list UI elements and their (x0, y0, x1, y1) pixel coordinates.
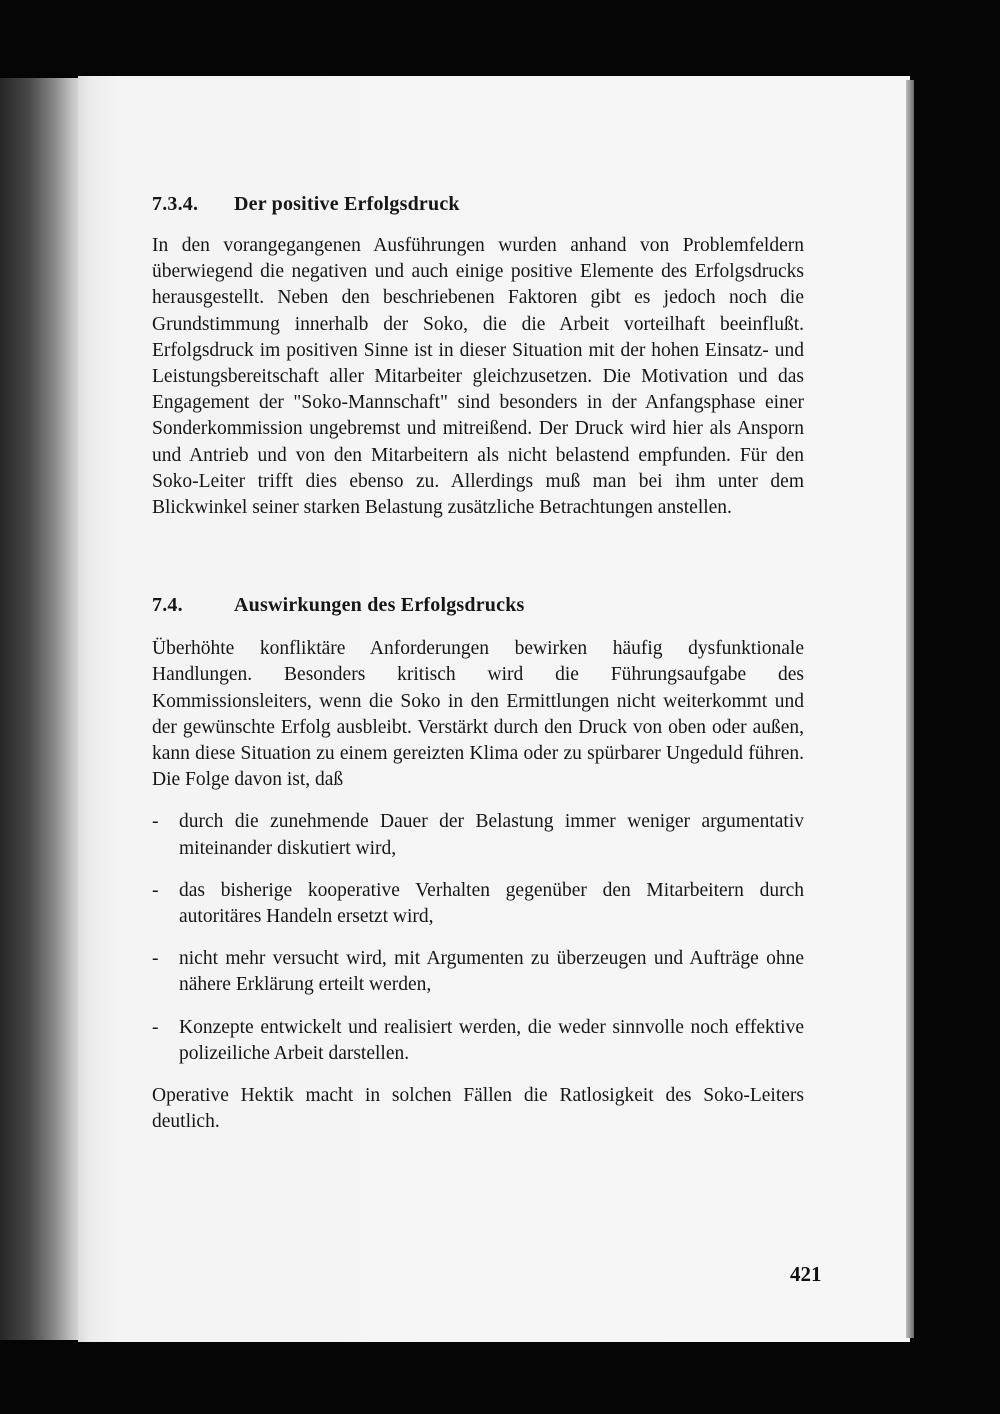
section-title: Der positive Erfolgsdruck (234, 193, 460, 215)
list-item-text: durch die zunehmende Dauer der Belastung immer weniger argumentativ miteinander diskutiert wird, (179, 811, 804, 859)
section-heading-7-3-4 (152, 190, 804, 218)
list-item-text: nicht mehr versucht wird, mit Argumenten zu überzeugen und Aufträge ohne nähere Erklärung erteilt werden, (179, 948, 804, 996)
closing-paragraph: Operative Hektik macht in solchen Fällen die Ratlosigkeit des Soko-Leiters deutlich. (152, 1085, 804, 1133)
body-paragraph: In den vorangegangenen Ausführungen wurden anhand von Problemfeldern überwiegend die negativen und auch einige positive Elemente des Erfolgsdrucks herausgestellt. Neben den beschriebenen Faktoren gibt es jedoch noch die Grundstimmung innerhalb der Soko, die die Arbeit vorteilhaft beeinflußt. Erfolgsdruck im positiven Sinne ist in dieser Situation mit der hohen Einsatz- und Leistungsbereitschaft aller Mitarbeiter gleichzusetzen. Die Motivation und das Engagement der "Soko-Mannschaft" sind besonders in der Anfangsphase einer Sonderkommission ungebremst und mitreißend. Der Druck wird hier als Ansporn und Antrieb und von den Mitarbeitern als nicht belastend empfunden. Für den Soko-Leiter trifft dies ebenso zu. Allerdings muß man bei ihm unter dem Blickwinkel seiner starken Belastung zusätzliche Betrachtungen anstellen. (152, 235, 804, 519)
list-item-text: das bisherige kooperative Verhalten gegenüber den Mitarbeitern durch autoritäres Handeln ersetzt wird, (179, 879, 804, 928)
section-number: 7.4. (152, 594, 183, 617)
left-page-edge (0, 78, 80, 1340)
list-item (152, 809, 804, 861)
list-item-text: Konzepte entwickelt und realisiert werden, die weder sinnvolle noch effektive polizeiliche Arbeit darstellen. (179, 1016, 804, 1064)
section-heading-7-4 (152, 591, 804, 619)
bullet-dash: - (152, 879, 159, 901)
bullet-list (152, 809, 804, 1067)
bullet-dash: - (152, 811, 159, 833)
list-item (152, 1015, 804, 1067)
section-number: 7.3.4. (152, 193, 199, 215)
bullet-dash: - (152, 1016, 159, 1038)
list-item (152, 946, 804, 998)
page-number: 421 (790, 1262, 822, 1286)
list-item (152, 878, 804, 930)
body-paragraph: Überhöhte konfliktäre Anforderungen bewirken häufig dysfunktionale Handlungen. Besonders kritisch wird die Führungsaufgabe des Kommissionsleiters, wenn die Soko in den Ermittlungen nicht weiterkommt und der gewünschte Erfolg ausbleibt. Verstärkt durch den Druck von oben oder außen, kann diese Situation zu einem gereizten Klima oder zu spürbarer Ungeduld führen. Die Folge davon ist, daß (152, 638, 804, 791)
bullet-dash: - (152, 948, 159, 970)
section-title: Auswirkungen des Erfolgsdrucks (234, 594, 525, 617)
page-content (152, 190, 804, 1135)
right-page-edge (906, 80, 914, 1338)
